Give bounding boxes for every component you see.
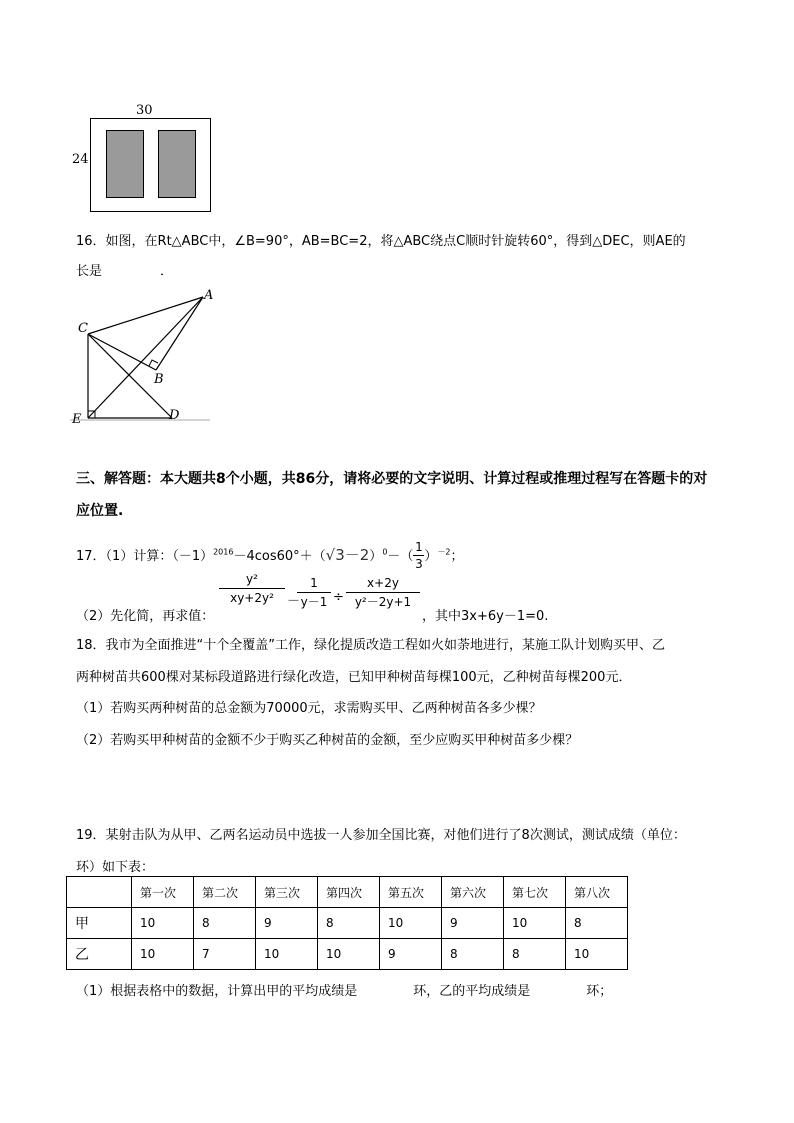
q19-sub1-prefix: （1）根据表格中的数据，计算出甲的平均成绩是 [76,984,358,999]
table-cell: 10 [256,939,318,970]
table-cell: 10 [504,908,566,939]
q18-line1: 18．我市为全面推进“十个全覆盖”工作，绿化提质改造工程如火如荼地进行，某施工队计划购买甲、乙 [76,638,666,653]
q17-frac2 [297,575,331,610]
q17-f1-num: y² [246,572,258,586]
table-cell: 10 [566,939,628,970]
section3-line2: 应位置. [76,503,124,519]
table-row [67,939,628,970]
table-header-cell: 第一次 [132,877,194,908]
q18-sub2: （2）若购买甲种树苗的金额不少于购买乙种树苗的金额，至少应购买甲种树苗多少棵？ [76,733,579,748]
table-header-cell: 第八次 [566,877,628,908]
table-cell: 8 [504,939,566,970]
q17-frac-den: 3 [415,557,423,571]
q16-line2-suffix: ． [160,264,174,279]
table-cell: 9 [380,939,442,970]
q17-p1-end: ） [424,549,438,564]
q17-exp-neg2: －2 [437,547,451,557]
table-row-label: 甲 [67,908,132,939]
q17-op1: － [287,594,301,609]
q17-op2: ÷ [333,590,344,605]
label-b: B [154,372,164,387]
q17-frac3 [346,575,420,610]
table-cell: 10 [132,939,194,970]
q17-p2-suffix: ，其中3x+6y－1=0. [422,609,549,624]
q19-sub1 [76,980,612,999]
q17-f3-bar [346,592,420,593]
triangle-figure [68,287,218,427]
q17-frac-bar [413,555,424,556]
q17-f3-den: y²－2y+1 [354,595,412,609]
line-ba [156,297,203,370]
q17-p1-mid3: －（ [387,549,414,564]
q17-f2-den: y－1 [300,595,328,609]
table-cell: 8 [194,908,256,939]
table-header-cell: 第三次 [256,877,318,908]
q18-sub1: （1）若购买两种树苗的总金额为70000元，求需购买甲、乙两种树苗各多少棵？ [76,701,542,716]
q17-f1-den: xy+2y² [230,591,274,605]
q17-part1 [76,540,464,571]
table-cell: 10 [318,939,380,970]
table-cell: 8 [442,939,504,970]
table-header-cell: 第四次 [318,877,380,908]
q17-p1-prefix: 17．（1）计算：（－1） [76,549,214,564]
width-label: 30 [136,103,153,118]
label-e: E [72,412,82,427]
q16-line2-prefix: 长是 [76,264,103,279]
q19-sub1-suffix: 环； [586,984,613,999]
q17-p1-semi: ； [450,549,464,564]
q17-f1-bar [219,588,285,589]
table-cell: 7 [194,939,256,970]
right-angle-b [149,360,158,366]
q17-f2-bar [297,592,331,593]
table-cell: 10 [132,908,194,939]
q17-frac1 [219,571,285,606]
q17-exp-2016: 2016 [213,547,234,557]
q19-line1: 19．某射击队为从甲、乙两名运动员中选拔一人参加全国比赛，对他们进行了8次测试，测试成绩（单位： [76,828,686,843]
section3-line1: 三、解答题：本大题共8个小题，共86分，请将必要的文字说明、计算过程或推理过程写在答题卡的对 [76,471,708,487]
table-row-label: 乙 [67,939,132,970]
table-cell: 10 [380,908,442,939]
scores-table [66,876,628,970]
table-cell: 9 [442,908,504,939]
table-header-cell: 第六次 [442,877,504,908]
table-cell: 8 [318,908,380,939]
q17-frac-num: 1 [415,540,423,554]
label-c: C [78,321,88,336]
table-header-cell: 第二次 [194,877,256,908]
right-panel [158,130,196,198]
table-cell: 9 [256,908,318,939]
q16-line1: 16．如图，在Rt△ABC中，∠B=90°，AB=BC=2，将△ABC绕点C顺时针旋转60°，得到△DEC，则AE的 [76,234,686,249]
table-header-cell: 第七次 [504,877,566,908]
q17-frac-third [413,540,424,571]
q19-line2: 环）如下表： [76,860,155,875]
q17-f3-num: x+2y [367,576,399,590]
line-cb [88,334,156,370]
table-header-cell: 第五次 [380,877,442,908]
table-header-cell [67,877,132,908]
q16-line2 [76,260,173,279]
table-cell: 8 [566,908,628,939]
q17-p1-mid2: ） [369,549,383,564]
q19-sub1-mid: 环，乙的平均成绩是 [413,984,531,999]
height-label: 24 [72,152,89,167]
q18-line2: 两种树苗共600棵对某标段道路进行绿化改造，已知甲种树苗每棵100元，乙种树苗每棵200元． [76,670,632,685]
label-a: A [204,288,214,303]
left-panel [106,130,144,198]
q17-p1-mid: －4cos60°＋（ [233,549,326,564]
table-header-row [67,877,628,908]
q17-p2-prefix: （2）先化简，再求值： [76,609,215,624]
label-d: D [169,408,180,423]
q17-f2-num: 1 [310,576,318,590]
q17-exp-0: 0 [382,547,388,557]
q17-sqrt-expr: √3－2 [325,546,370,564]
table-row [67,908,628,939]
